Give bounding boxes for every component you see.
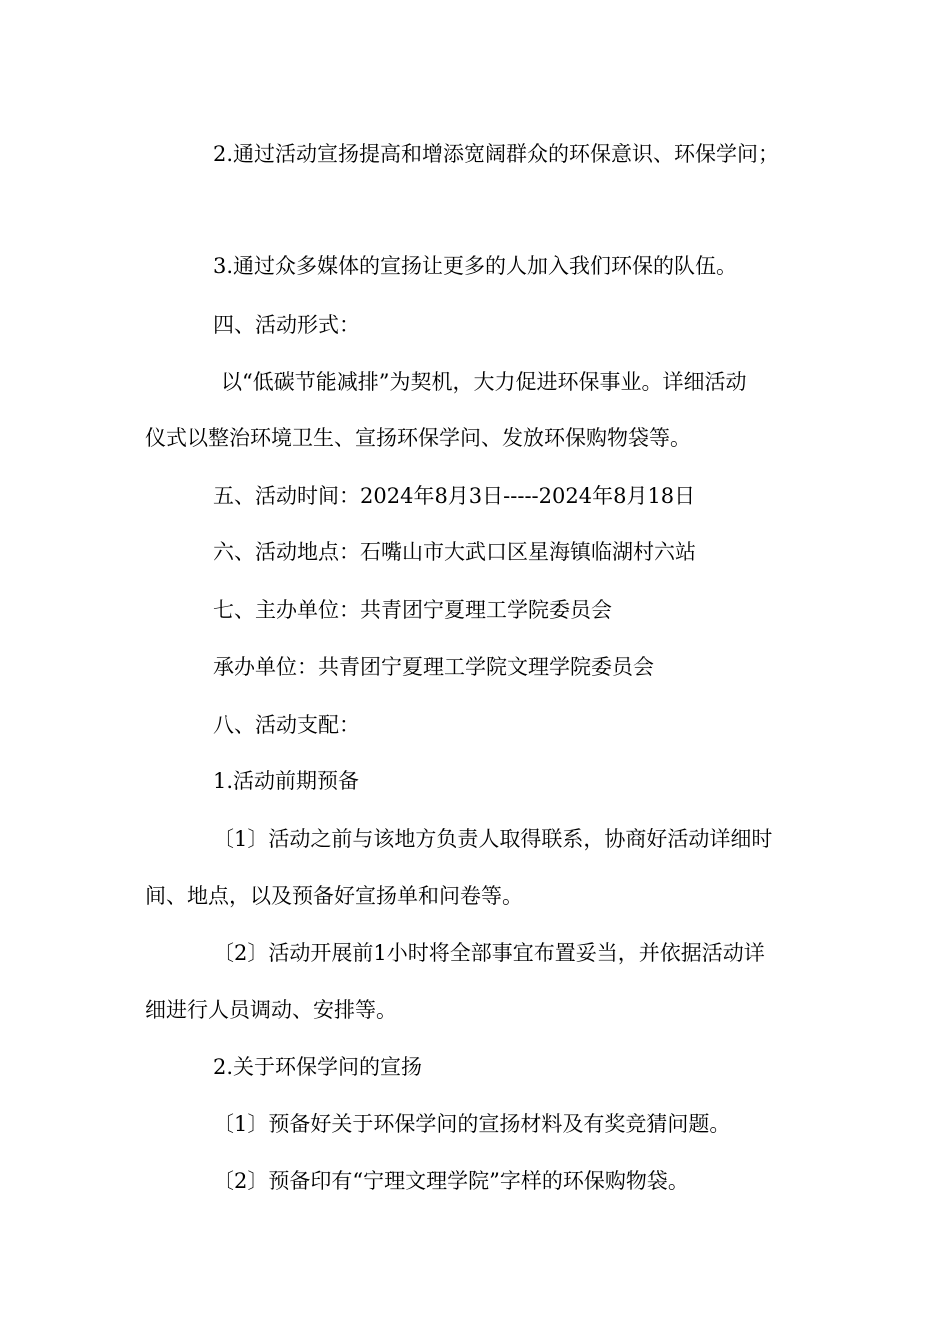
paragraph-form-line1: 以“低碳节能减排”为契机，大力促进环保事业。详细活动 [221, 370, 747, 394]
section-heading-arrangement: 八、活动支配： [213, 713, 360, 737]
paragraph-prep-2-line1: 〔2〕活动开展前1小时将全部事宜布置妥当，并依据活动详 [213, 941, 765, 965]
section-heading-time: 五、活动时间：2024年8月3日-----2024年8月18日 [213, 484, 696, 508]
paragraph-publicity-1: 〔1〕预备好关于环保学问的宣扬材料及有奖竞猜问题。 [213, 1112, 731, 1136]
subheading-publicity: 2.关于环保学问的宣扬 [213, 1055, 423, 1079]
paragraph-form-line2: 仪式以整治环境卫生、宣扬环保学问、发放环保购物袋等。 [145, 426, 691, 450]
paragraph-prep-2-line2: 细进行人员调动、安排等。 [145, 998, 397, 1022]
section-heading-location: 六、活动地点：石嘴山市大武口区星海镇临湖村六站 [213, 540, 696, 564]
paragraph-goal-3: 3.通过众多媒体的宣扬让更多的人加入我们环保的队伍。 [213, 254, 738, 278]
paragraph-prep-1-line2: 间、地点，以及预备好宣扬单和问卷等。 [145, 884, 523, 908]
paragraph-goal-2: 2.通过活动宣扬提高和增添宽阔群众的环保意识、环保学问； [213, 142, 780, 166]
paragraph-co-organizer: 承办单位：共青团宁夏理工学院文理学院委员会 [213, 655, 654, 679]
paragraph-prep-1-line1: 〔1〕活动之前与该地方负责人取得联系，协商好活动详细时 [213, 827, 773, 851]
section-heading-form: 四、活动形式： [213, 313, 360, 337]
section-heading-organizer: 七、主办单位：共青团宁夏理工学院委员会 [213, 598, 612, 622]
paragraph-publicity-2: 〔2〕预备印有“宁理文理学院”字样的环保购物袋。 [213, 1169, 689, 1193]
subheading-preparation: 1.活动前期预备 [213, 769, 360, 793]
